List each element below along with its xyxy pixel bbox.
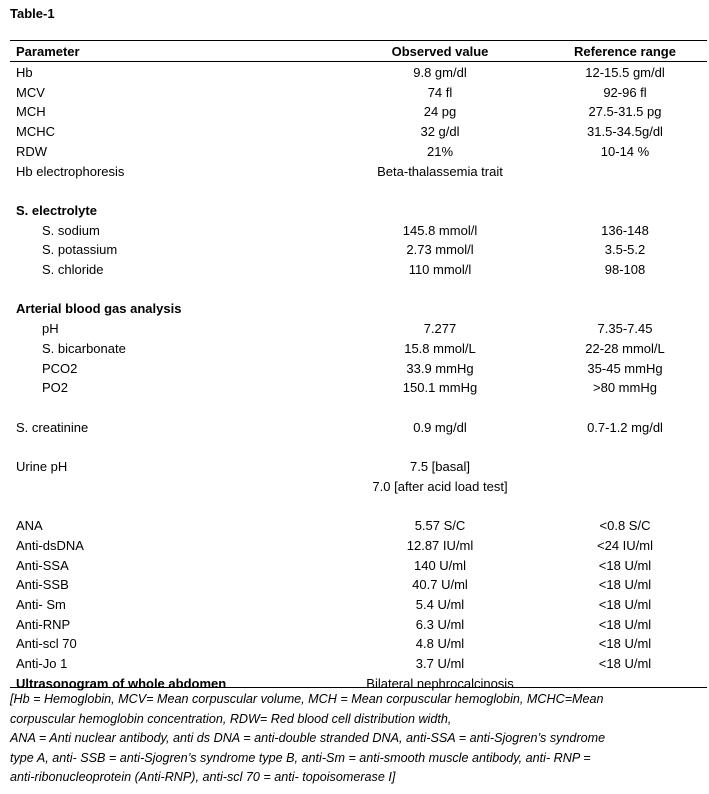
cell-observed-value: 40.7 U/ml: [412, 577, 468, 593]
cell-reference-range: 92-96 fl: [603, 84, 647, 100]
cell-observed-value: 7.0 [after acid load test]: [372, 478, 508, 494]
cell-observed-value: 0.9 mg/dl: [413, 419, 467, 435]
cell-reference-range: 98-108: [604, 262, 646, 277]
cell-observed-value: 140 U/ml: [413, 557, 467, 573]
table-row: [0, 319, 709, 338]
cell-reference-range: 0.7-1.2 mg/dl: [587, 419, 663, 435]
cell-reference-range: >80 mmHg: [593, 380, 657, 396]
cell-reference-range: 3.5-5.2: [604, 242, 646, 258]
cell-parameter: Anti- Sm: [16, 596, 66, 612]
table-header-rule: [10, 61, 707, 62]
cell-observed-value: 9.8 gm/dl: [413, 65, 467, 80]
header-observed-value: Observed value: [391, 44, 489, 59]
cell-observed-value: 15.8 mmol/L: [404, 340, 476, 356]
cell-reference-range: <0.8 S/C: [599, 518, 651, 534]
table-header-row: [0, 42, 709, 61]
footnote-line: [Hb = Hemoglobin, MCV= Mean corpuscular volume, MCH = Mean corpuscular hemoglobin, MCHC=Mean: [10, 692, 604, 706]
cell-parameter: S. creatinine: [16, 419, 89, 435]
table-row: [0, 299, 709, 318]
table-title: Table-1: [10, 6, 55, 21]
cell-observed-value: 32 g/dl: [420, 124, 460, 140]
table-row: [0, 556, 709, 575]
table-row: [0, 181, 709, 200]
table-row: [0, 378, 709, 397]
cell-observed-value: Bilateral nephrocalcinosis: [366, 675, 514, 691]
cell-observed-value: 2.73 mmol/l: [406, 242, 474, 258]
cell-reference-range: 27.5-31.5 pg: [588, 104, 662, 120]
cell-reference-range: <18 U/ml: [598, 596, 652, 612]
cell-parameter: PO2: [42, 380, 69, 396]
cell-observed-value: 74 fl: [427, 84, 453, 100]
cell-reference-range: <18 U/ml: [598, 557, 652, 573]
table-row: [0, 516, 709, 535]
cell-reference-range: 10-14 %: [600, 143, 650, 159]
footnote-line: type A, anti- SSB = anti-Sjogren’s syndrome type B, anti-Sm = anti-smooth muscle antibody, anti- RNP =: [10, 750, 591, 765]
table-row: [0, 457, 709, 476]
cell-parameter: S. electrolyte: [16, 202, 97, 218]
cell-observed-value: 5.4 U/ml: [415, 596, 465, 612]
cell-observed-value: 110 mmol/l: [408, 262, 472, 277]
cell-parameter: RDW: [16, 143, 48, 159]
footnote-line: ANA = Anti nuclear antibody, anti ds DNA = anti-double stranded DNA, anti-SSA = anti-Sjogren’s syndrome: [10, 731, 606, 746]
table-row: [0, 142, 709, 161]
cell-parameter: Anti-Jo 1: [16, 656, 68, 671]
cell-parameter: Anti-SSB: [16, 577, 69, 593]
footnote-line: corpuscular hemoglobin concentration, RDW= Red blood cell distribution width,: [10, 711, 452, 726]
cell-reference-range: 22-28 mmol/L: [585, 340, 665, 356]
table-row: [0, 595, 709, 614]
cell-reference-range: 31.5-34.5g/dl: [587, 124, 663, 140]
table-row: [0, 102, 709, 121]
table-top-rule: [10, 40, 707, 41]
cell-parameter: MCHC: [16, 124, 55, 140]
table-row: [0, 240, 709, 259]
table-row: [0, 63, 709, 82]
table-footnote: [10, 690, 707, 788]
cell-parameter: MCH: [16, 104, 46, 120]
table-row: [0, 260, 709, 279]
table-row: [0, 359, 709, 378]
table-row: [0, 615, 709, 634]
cell-reference-range: 7.35-7.45: [597, 321, 653, 337]
cell-observed-value: 5.57 S/C: [414, 518, 466, 534]
cell-parameter: Hb electrophoresis: [16, 163, 125, 179]
cell-observed-value: 33.9 mmHg: [406, 360, 474, 376]
table-row: [0, 654, 709, 673]
cell-parameter: pH: [42, 321, 59, 337]
footnote-line: anti-ribonucleoprotein (Anti-RNP), anti-scl 70 = anti- topoisomerase I]: [10, 770, 396, 785]
cell-observed-value: 3.7 U/ml: [415, 656, 465, 671]
table-row: [0, 221, 709, 240]
table-row: [0, 122, 709, 141]
table-row: [0, 162, 709, 181]
cell-parameter: MCV: [16, 84, 45, 100]
cell-reference-range: 12-15.5 gm/dl: [585, 65, 665, 80]
cell-reference-range: <18 U/ml: [598, 636, 652, 652]
cell-parameter: S. chloride: [42, 262, 104, 277]
table-row: [0, 398, 709, 417]
cell-parameter: S. bicarbonate: [42, 340, 126, 356]
table-row: [0, 496, 709, 515]
header-reference-range: Reference range: [574, 44, 676, 59]
table-row: [0, 339, 709, 358]
table-row: [0, 201, 709, 220]
cell-parameter: Arterial blood gas analysis: [16, 301, 182, 317]
cell-reference-range: <18 U/ml: [598, 616, 652, 632]
table-row: [0, 280, 709, 299]
cell-parameter: Anti-SSA: [16, 557, 69, 573]
cell-parameter: PCO2: [42, 360, 78, 376]
cell-reference-range: <24 IU/ml: [597, 537, 653, 553]
cell-reference-range: 35-45 mmHg: [587, 360, 663, 376]
cell-observed-value: 150.1 mmHg: [402, 380, 478, 396]
cell-parameter: Ultrasonogram of whole abdomen: [16, 675, 227, 691]
cell-observed-value: Beta-thalassemia trait: [377, 163, 503, 179]
cell-parameter: Anti-RNP: [16, 616, 71, 632]
cell-observed-value: 6.3 U/ml: [415, 616, 465, 632]
cell-parameter: Hb: [16, 65, 33, 80]
table-row: [0, 83, 709, 102]
cell-reference-range: <18 U/ml: [598, 577, 652, 593]
cell-parameter: S. sodium: [42, 222, 100, 238]
cell-parameter: Urine pH: [16, 459, 68, 474]
cell-reference-range: <18 U/ml: [598, 656, 652, 671]
table-row: [0, 634, 709, 653]
table-row: [0, 477, 709, 496]
cell-parameter: ANA: [16, 518, 43, 534]
cell-observed-value: 24 pg: [423, 104, 457, 120]
table-row: [0, 536, 709, 555]
cell-parameter: Anti-dsDNA: [16, 537, 84, 553]
cell-observed-value: 4.8 U/ml: [415, 636, 465, 652]
cell-observed-value: 12.87 IU/ml: [406, 537, 474, 553]
cell-observed-value: 21%: [426, 143, 454, 159]
cell-parameter: Anti-scl 70: [16, 636, 77, 652]
cell-parameter: S. potassium: [42, 242, 118, 258]
cell-observed-value: 145.8 mmol/l: [402, 222, 478, 238]
table-row: [0, 575, 709, 594]
cell-observed-value: 7.5 [basal]: [410, 459, 470, 474]
cell-reference-range: 136-148: [601, 222, 649, 238]
header-parameter: Parameter: [16, 44, 80, 59]
table-row: [0, 437, 709, 456]
cell-observed-value: 7.277: [423, 321, 457, 337]
table-row: [0, 418, 709, 437]
